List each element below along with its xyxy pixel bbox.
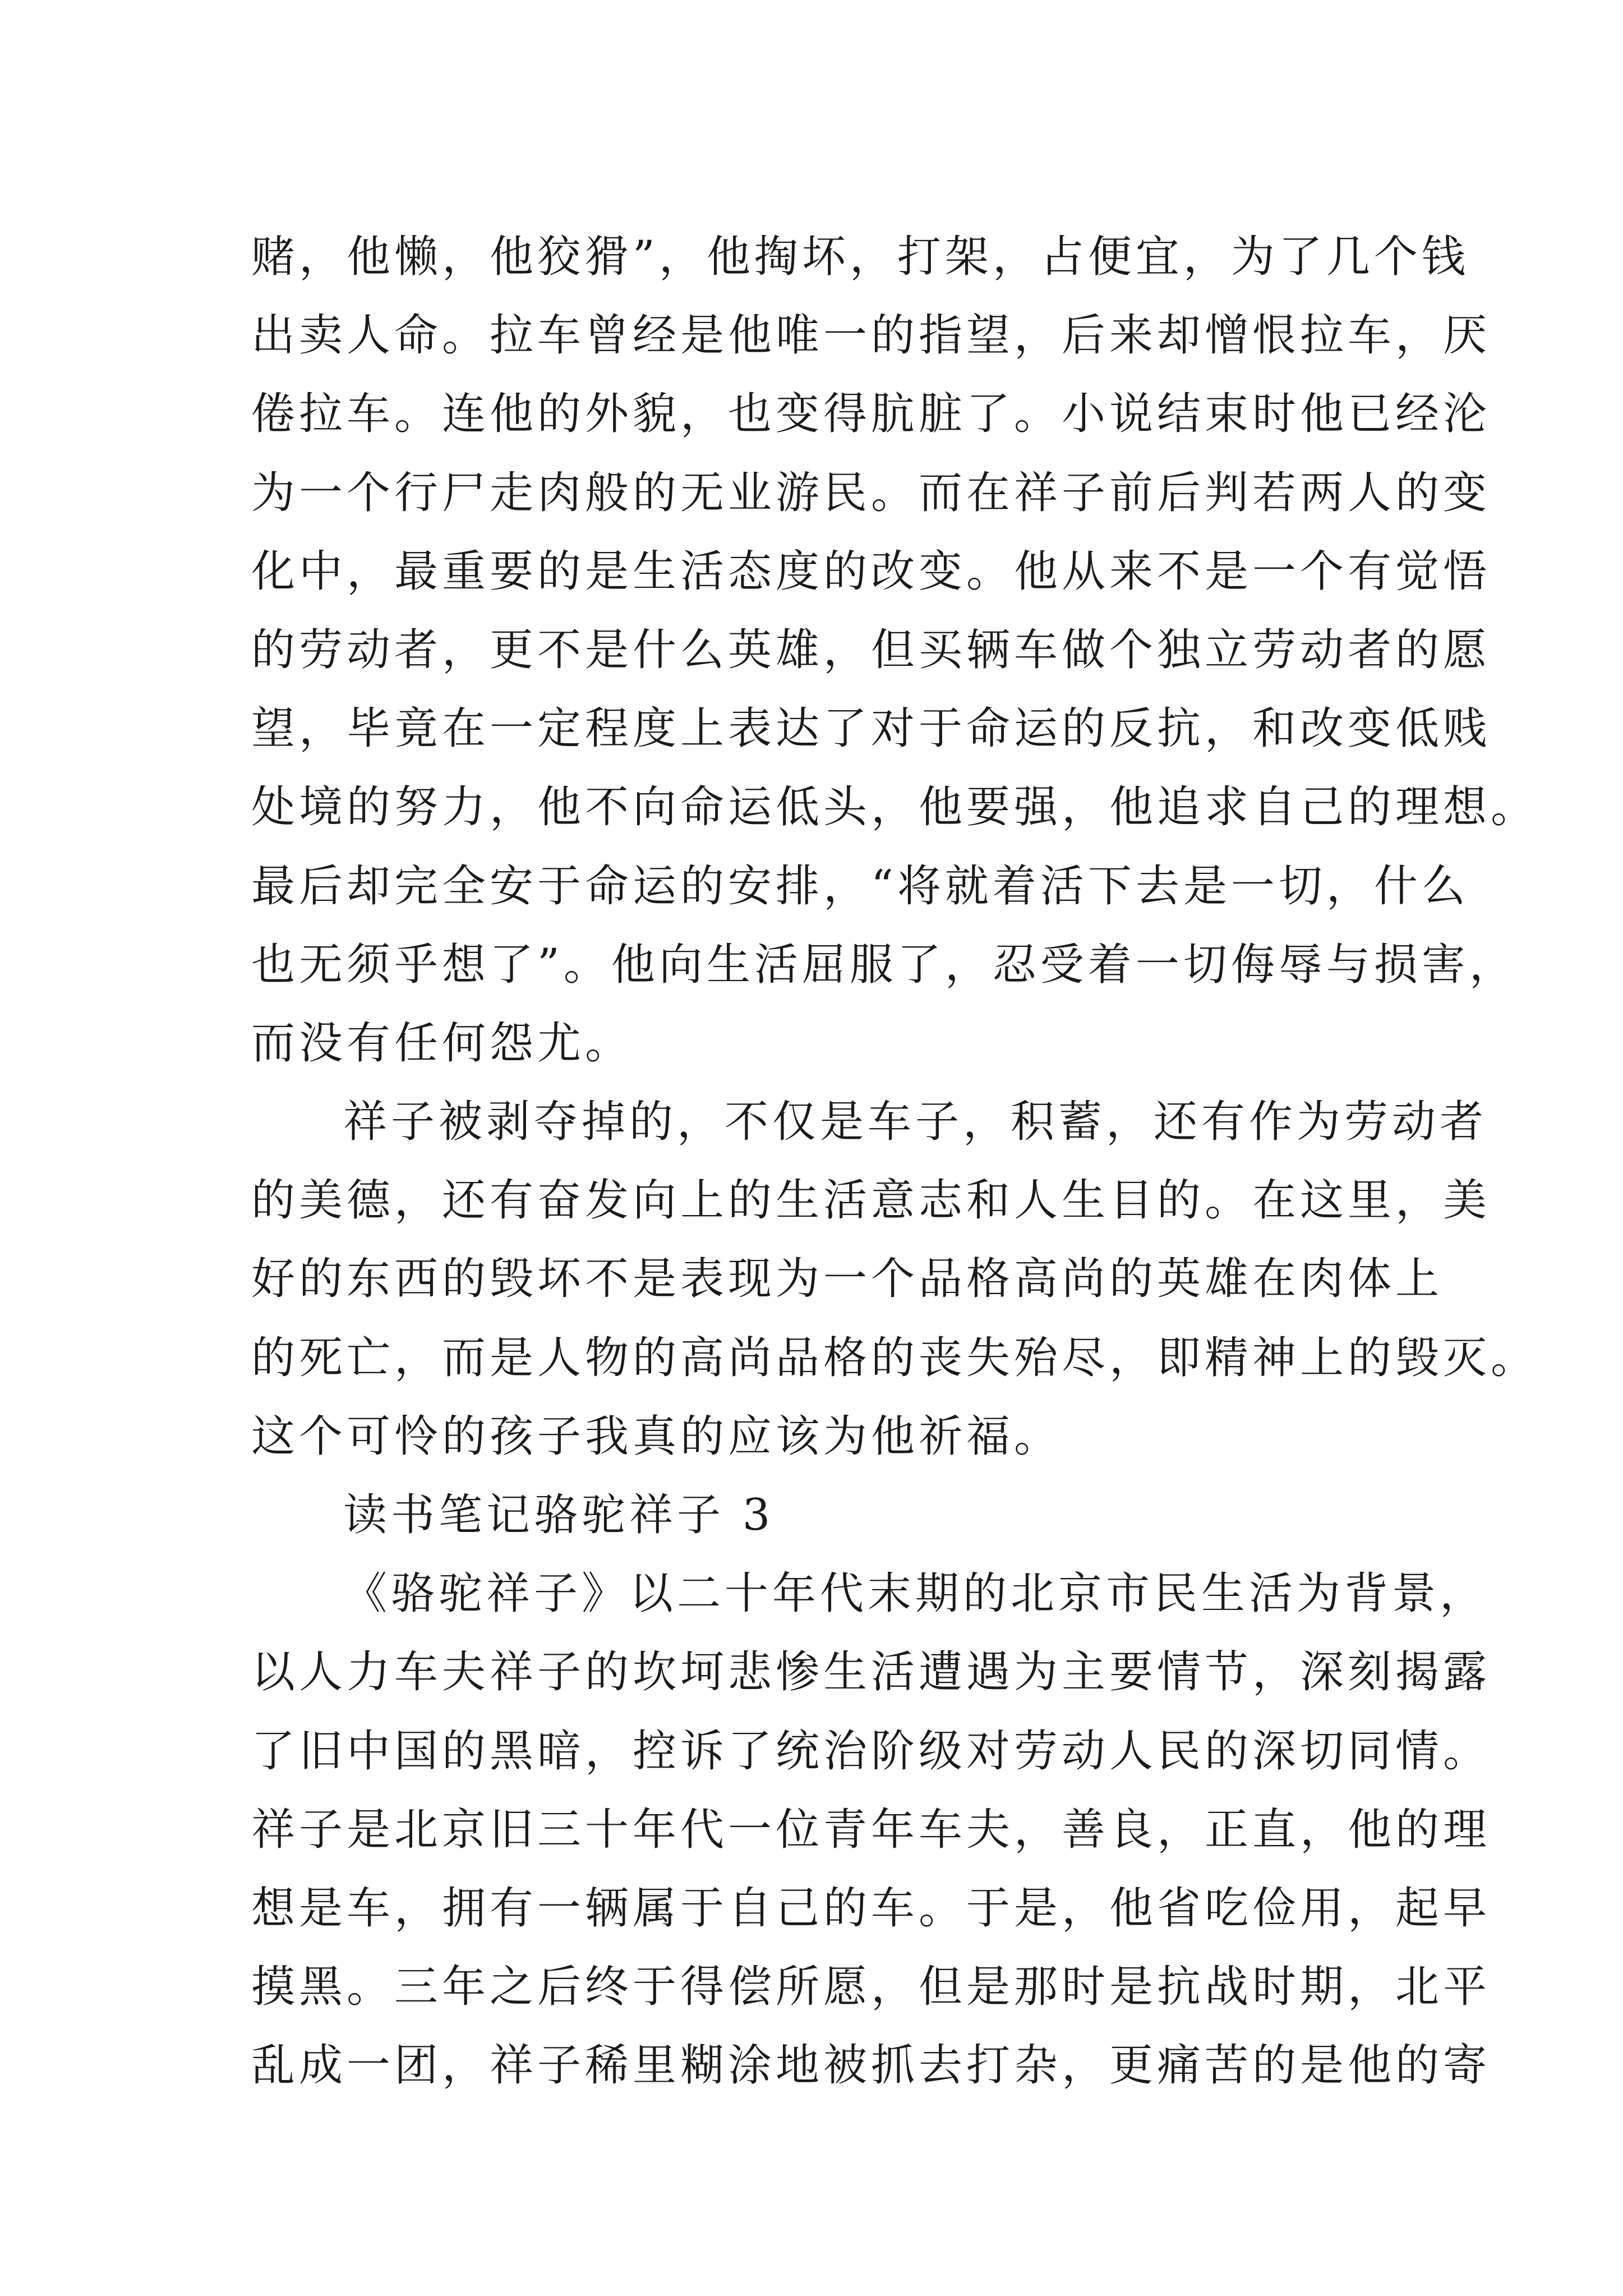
text-line: 倦拉车。连他的外貌，也变得肮脏了。小说结束时他已经沦 [251,389,1491,440]
text-line: 处境的努力，他不向命运低头，他要强，他追求自己的理想。 [251,782,1539,833]
text-line: 为一个行尸走肉般的无业游民。而在祥子前后判若两人的变 [251,467,1491,518]
text-line: 祥子是北京旧三十年代一位青年车夫，善良，正直，他的理 [251,1804,1491,1855]
text-line: 乱成一团，祥子稀里糊涂地被抓去打杂，更痛苦的是他的寄 [251,2040,1491,2091]
text-line: 的死亡，而是人物的高尚品格的丧失殆尽，即精神上的毁灭。 [251,1332,1539,1383]
text-line: 想是车，拥有一辆属于自己的车。于是，他省吃俭用，起早 [251,1883,1491,1934]
section-heading: 读书笔记骆驼祥子 3 [343,1490,774,1540]
text-line: 好的东西的毁坏不是表现为一个品格高尚的英雄在肉体上 [251,1254,1444,1305]
paragraph-start-line: 《骆驼祥子》以二十年代末期的北京市民生活为背景， [343,1568,1488,1619]
text-line: 以人力车夫祥子的坎坷悲惨生活遭遇为主要情节，深刻揭露 [251,1647,1491,1698]
text-line: 最后却完全安于命运的安排，“将就着活下去是一切，什么 [251,861,1469,912]
text-line: 赌，他懒，他狡猾”，他掏坏，打架，占便宜，为了几个钱 [251,232,1469,282]
text-line: 也无须乎想了”。他向生活屈服了，忍受着一切侮辱与损害， [251,939,1517,990]
text-line: 的美德，还有奋发向上的生活意志和人生目的。在这里，美 [251,1175,1491,1226]
text-line: 的劳动者，更不是什么英雄，但买辆车做个独立劳动者的愿 [251,624,1491,675]
text-line: 摸黑。三年之后终于得偿所愿，但是那时是抗战时期，北平 [251,1962,1491,2013]
text-line: 望，毕竟在一定程度上表达了对于命运的反抗，和改变低贱 [251,703,1491,754]
text-line: 化中，最重要的是生活态度的改变。他从来不是一个有觉悟 [251,546,1491,597]
text-line: 而没有任何怨尤。 [251,1018,633,1069]
text-line: 出卖人命。拉车曾经是他唯一的指望，后来却憎恨拉车，厌 [251,310,1491,361]
text-line: 这个可怜的孩子我真的应该为他祈福。 [251,1411,1062,1462]
body-text [251,218,1539,2105]
paragraph-start-line: 祥子被剥夺掉的，不仅是车子，积蓄，还有作为劳动者 [343,1097,1488,1148]
text-line: 了旧中国的黑暗，控诉了统治阶级对劳动人民的深切同情。 [251,1726,1491,1777]
